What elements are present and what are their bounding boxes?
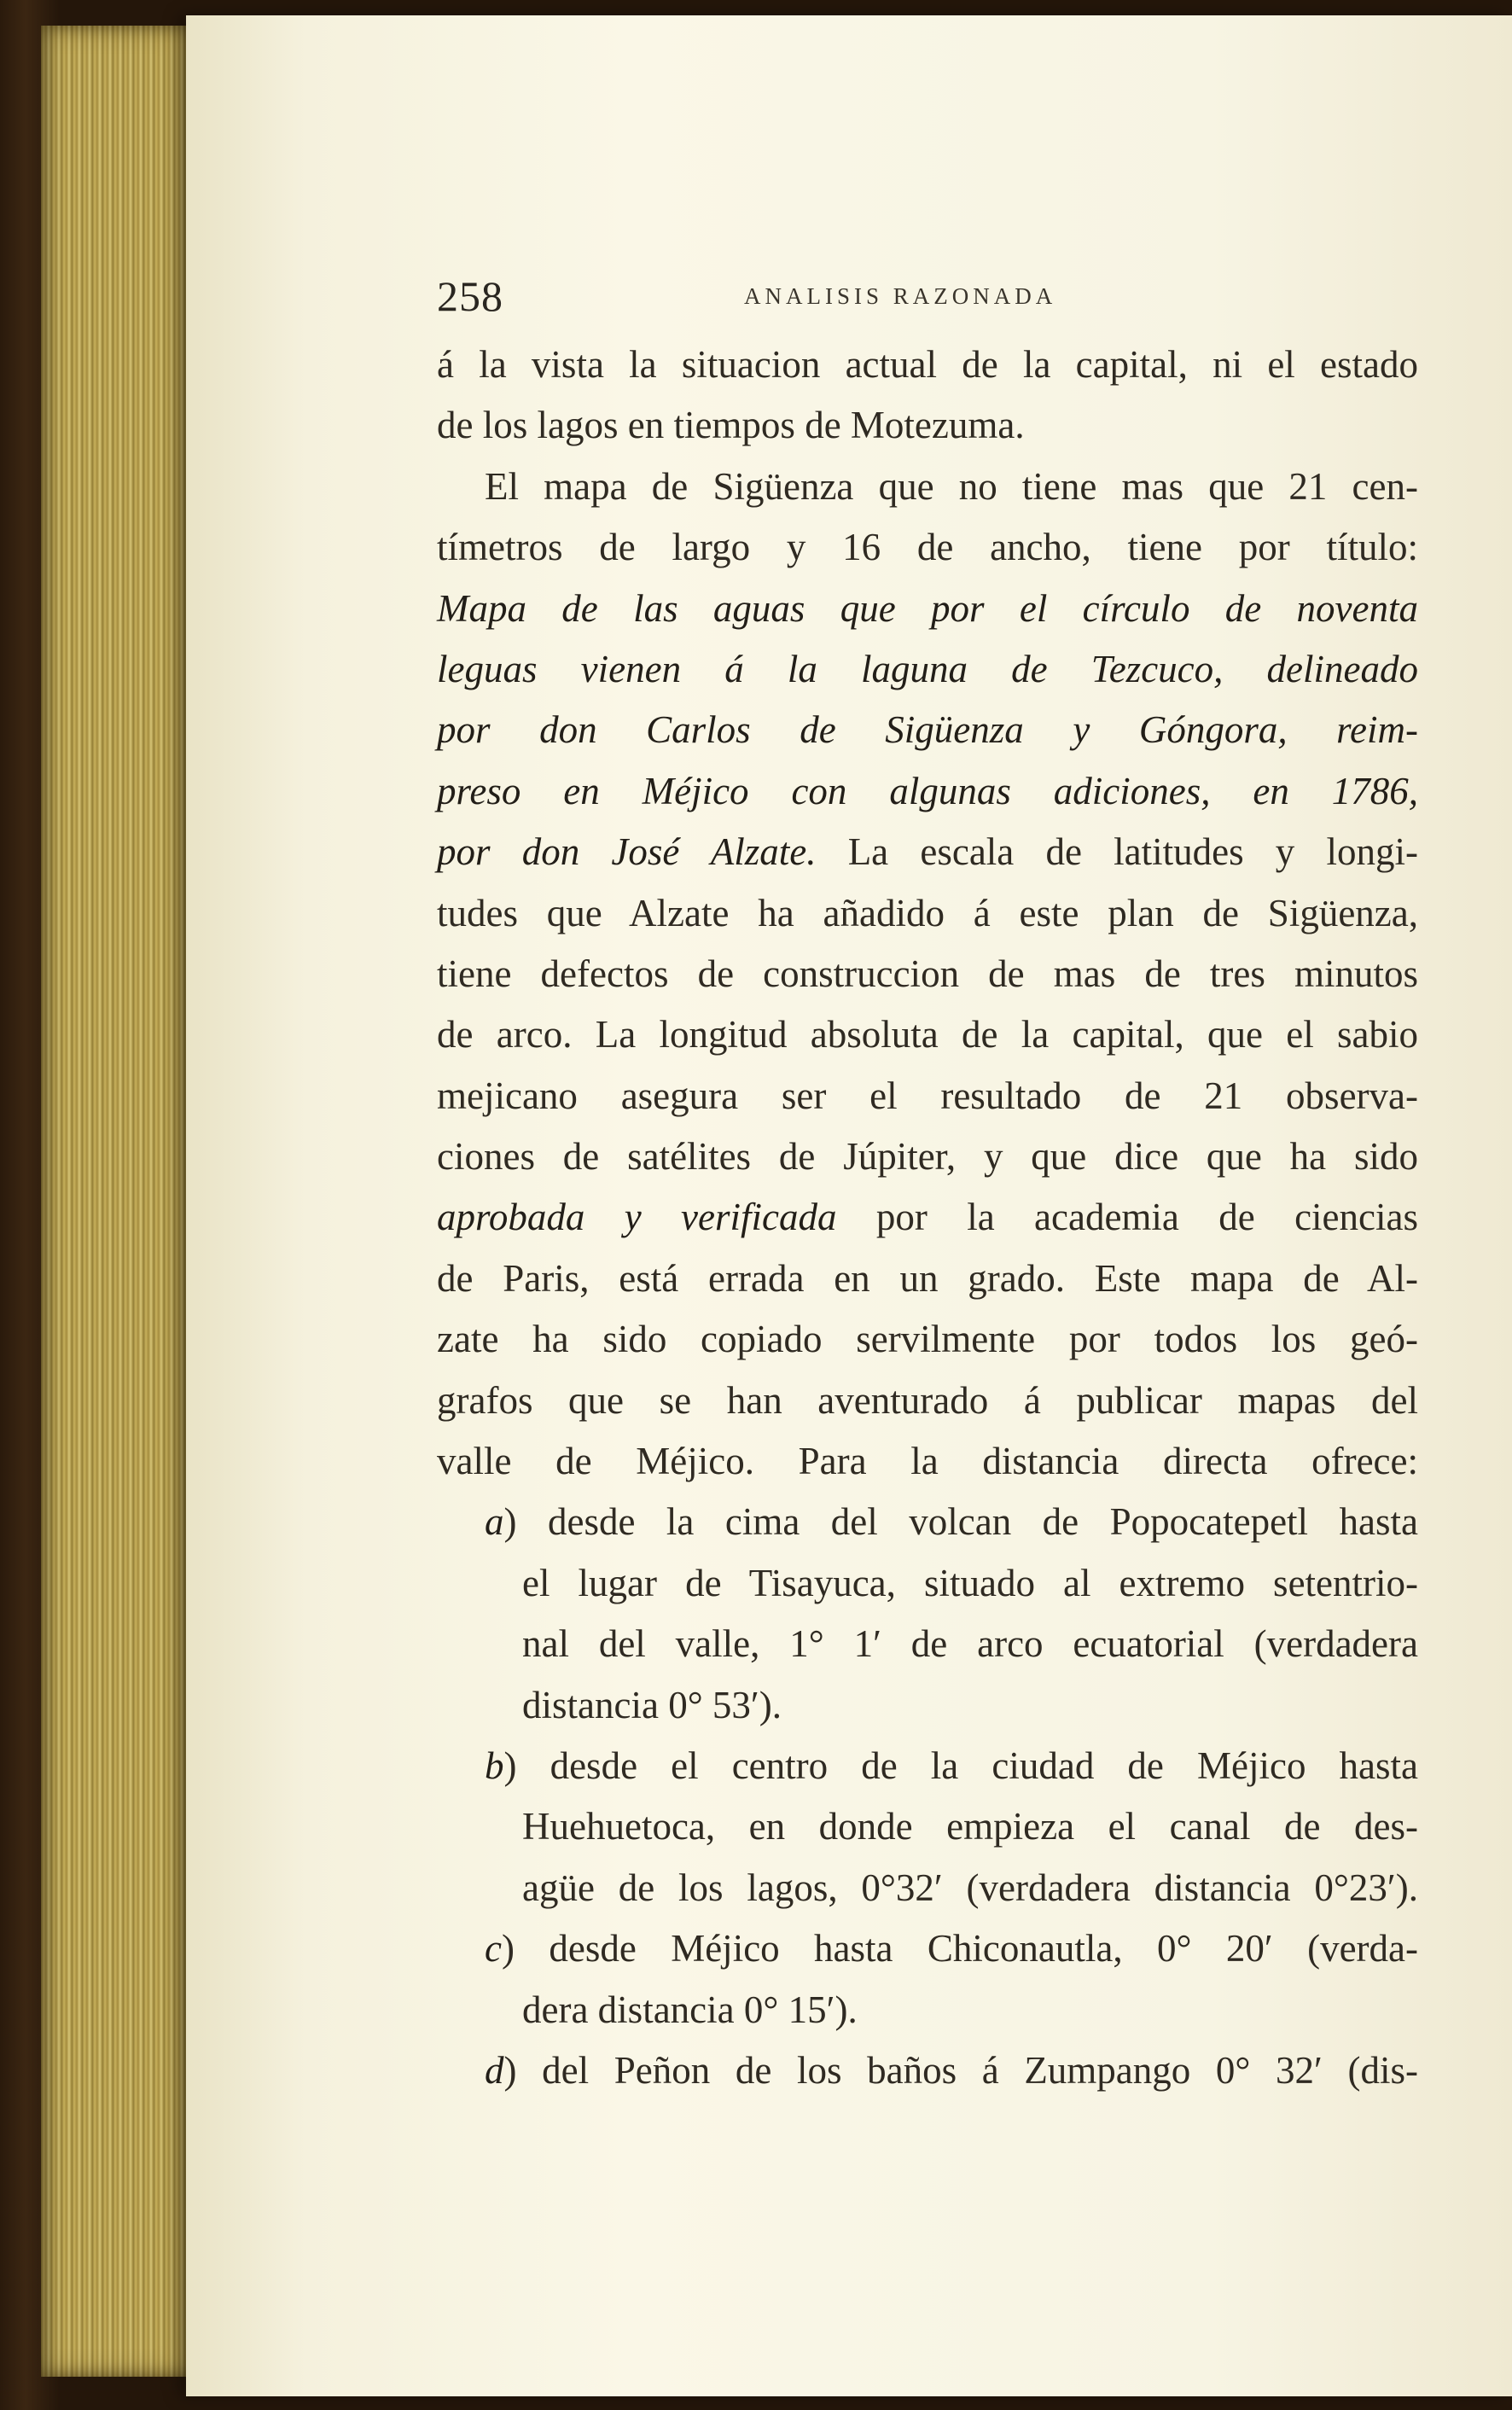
text-line bbox=[437, 1249, 1418, 1309]
line-text: distancia 0° 53′). bbox=[522, 1683, 782, 1726]
text-line bbox=[437, 1431, 1418, 1492]
text-line bbox=[437, 1553, 1418, 1614]
line-text: por don Carlos de Sigüenza y Góngora, reim- bbox=[437, 708, 1418, 752]
text-line bbox=[437, 1796, 1418, 1857]
text-line bbox=[437, 1066, 1418, 1126]
italic-phrase: d bbox=[485, 2048, 504, 2092]
text-line bbox=[437, 1980, 1418, 2040]
line-text: zate ha sido copiado servilmente por todos los geó- bbox=[437, 1318, 1418, 1361]
line-text: Huehuetoca, en donde empieza el canal de des- bbox=[522, 1805, 1418, 1848]
text-line bbox=[437, 1371, 1418, 1431]
italic-phrase: a bbox=[485, 1500, 504, 1544]
line-text: ) desde el centro de la ciudad de Méjico hasta bbox=[503, 1743, 1418, 1787]
page-header bbox=[437, 271, 1418, 323]
line-text: de Paris, está errada en un grado. Este mapa de Al- bbox=[437, 1256, 1418, 1300]
text-line bbox=[437, 1858, 1418, 1918]
italic-phrase: b bbox=[485, 1743, 504, 1787]
line-text: ) del Peñon de los baños á Zumpango 0° 32′ (dis- bbox=[503, 2048, 1418, 2092]
line-text: tímetros de largo y 16 de ancho, tiene por título: bbox=[437, 526, 1418, 569]
line-text: tiene defectos de construccion de mas de tres minutos bbox=[437, 952, 1418, 995]
text-line bbox=[437, 822, 1418, 882]
line-text: á la vista la situacion actual de la capital, ni el estado bbox=[437, 343, 1418, 386]
italic-phrase: c bbox=[485, 1927, 502, 1970]
text-line bbox=[437, 761, 1418, 822]
text-line bbox=[437, 1004, 1418, 1065]
text-line bbox=[437, 1675, 1418, 1736]
line-text: ) desde Méjico hasta Chiconautla, 0° 20′ (verda- bbox=[501, 1927, 1418, 1970]
text-line bbox=[437, 700, 1418, 760]
line-text: de arco. La longitud absoluta de la capital, que el sabio bbox=[437, 1013, 1418, 1057]
text-line bbox=[437, 1309, 1418, 1370]
italic-phrase: por don José Alzate. bbox=[437, 830, 817, 874]
text-line bbox=[437, 457, 1418, 517]
text-line bbox=[437, 1918, 1418, 1979]
line-text: El mapa de Sigüenza que no tiene mas que 21 cen- bbox=[485, 464, 1418, 508]
text-line bbox=[437, 1126, 1418, 1187]
line-text: ciones de satélites de Júpiter, y que dice que ha sido bbox=[437, 1135, 1418, 1179]
line-text: por la academia de ciencias bbox=[836, 1196, 1418, 1239]
line-text: leguas vienen á la laguna de Tezcuco, delineado bbox=[437, 647, 1418, 690]
text-line bbox=[437, 2040, 1418, 2101]
line-text: dera distancia 0° 15′). bbox=[522, 1988, 858, 2031]
line-text: preso en Méjico con algunas adiciones, en 1786, bbox=[437, 769, 1418, 812]
line-text: La escala de latitudes y longi- bbox=[816, 830, 1418, 874]
line-text: mejicano asegura ser el resultado de 21 observa- bbox=[437, 1074, 1418, 1117]
gilt-page-edges bbox=[41, 26, 203, 2377]
text-line bbox=[437, 944, 1418, 1004]
line-text: valle de Méjico. Para la distancia directa ofrece: bbox=[437, 1440, 1418, 1483]
italic-phrase: aprobada y verificada bbox=[437, 1196, 837, 1239]
running-head: ANALISIS RAZONADA bbox=[744, 283, 1057, 309]
text-line bbox=[437, 1187, 1418, 1248]
line-text: de los lagos en tiempos de Motezuma. bbox=[437, 404, 1025, 447]
page-number: 258 bbox=[437, 272, 503, 320]
text-line bbox=[437, 639, 1418, 700]
line-text: tudes que Alzate ha añadido á este plan de Sigüenza, bbox=[437, 891, 1418, 934]
line-text: ) desde la cima del volcan de Popocatepetl hasta bbox=[503, 1500, 1418, 1544]
line-text: grafos que se han aventurado á publicar mapas del bbox=[437, 1378, 1418, 1422]
text-line bbox=[437, 1492, 1418, 1552]
line-text: nal del valle, 1° 1′ de arco ecuatorial (verdadera bbox=[522, 1622, 1418, 1666]
text-line bbox=[437, 335, 1418, 395]
line-text: Mapa de las aguas que por el círculo de noventa bbox=[437, 586, 1418, 630]
text-line bbox=[437, 579, 1418, 639]
text-line bbox=[437, 517, 1418, 578]
body-text bbox=[437, 335, 1418, 2101]
line-text: agüe de los lagos, 0°32′ (verdadera distancia 0°23′). bbox=[522, 1866, 1418, 1909]
text-line bbox=[437, 395, 1418, 456]
text-line bbox=[437, 1736, 1418, 1796]
line-text: el lugar de Tisayuca, situado al extremo setentrio- bbox=[522, 1561, 1418, 1604]
text-line bbox=[437, 1614, 1418, 1674]
text-line bbox=[437, 883, 1418, 944]
